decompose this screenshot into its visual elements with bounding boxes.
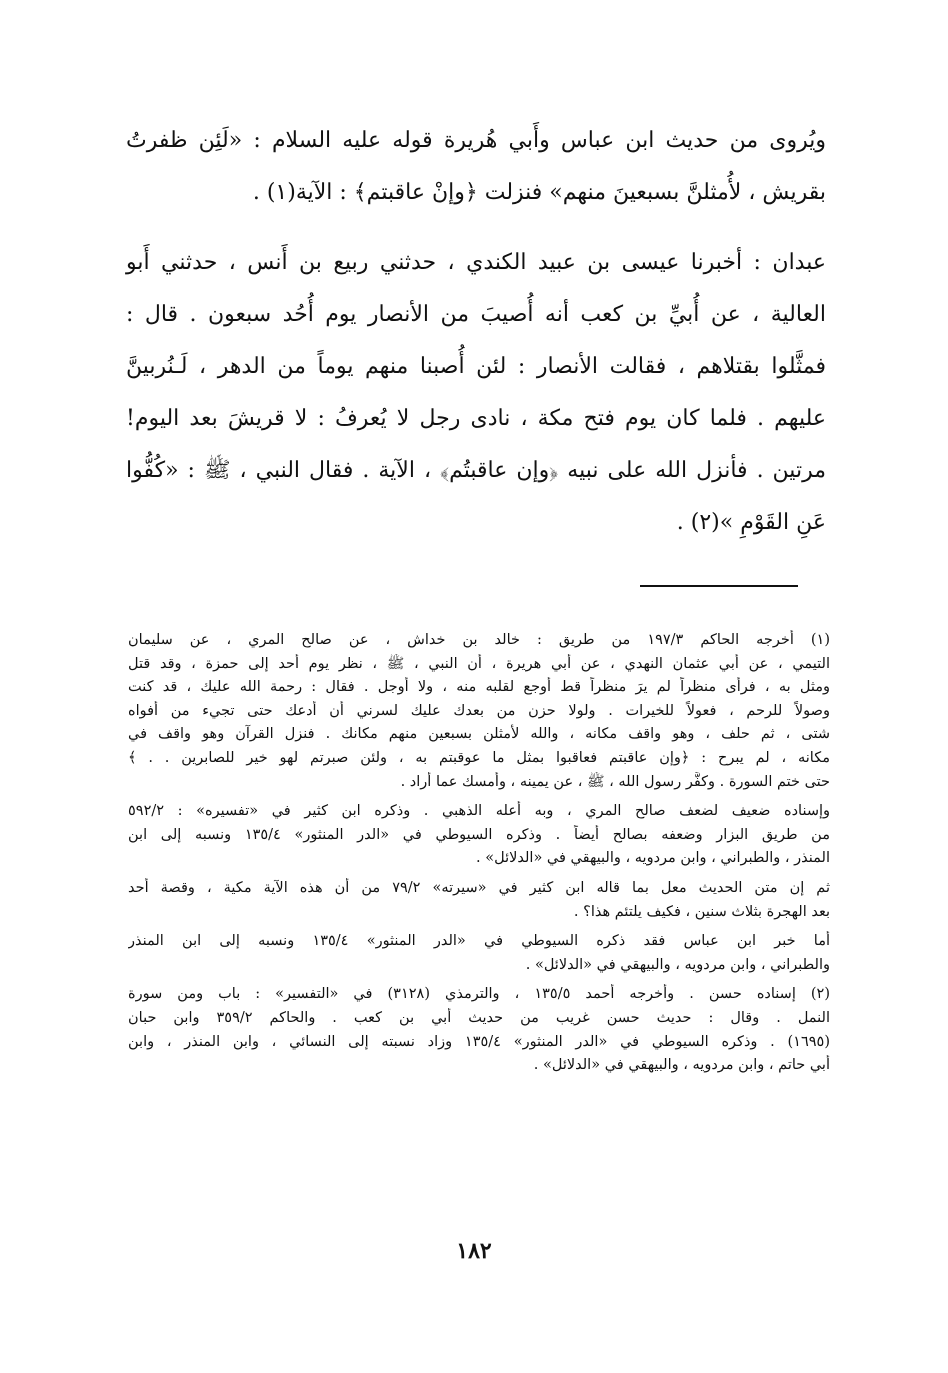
footnote-line: بعد الهجرة بثلاث سنين ، فكيف يلتئم هذا؟ . (573, 903, 830, 920)
footnote-line: ثم إن متن الحديث معل بما قاله ابن كثير في «سيرته» ٧٩/٢ من أن هذه الآية مكية ، وقصة أحد (128, 879, 830, 896)
footnote-1 (128, 630, 830, 795)
footnote-line: أما خبر ابن عباس فقد ذكره السيوطي في «الدر المنثور» ١٣٥/٤ ونسبه إلى ابن المنذر (128, 933, 830, 950)
footnote-line: من طريق البزار وضعفه بصالح أيضاً . وذكره السيوطي في «الدر المنثور» ١٣٥/٤ ونسبه إلى ابن (128, 826, 830, 843)
footnote-line: مكانه ، لم يبرح : ﴿وإن عاقبتم فعاقبوا بمثل ما عوقبتم به ، ولئن صبرتم لهو خير للصابرين . . ﴾ (128, 749, 830, 766)
footnote-2 (128, 984, 830, 1078)
footnotes (128, 630, 830, 1079)
paragraph (126, 250, 826, 562)
footnote-line: وصولاً للرحم ، فعولاً للخيرات . ولولا حزن من بعدك عليك لسرني أن أدعك حتى تجيء من أفواه (128, 702, 830, 719)
text-line: العالية ، عن أُبيِّ بن كعب أنه أُصيبَ من الأنصار يوم أُحُد سبعون . قال : (126, 302, 826, 327)
text-line: عَنِ القَوْمِ »(٢) . (676, 510, 826, 535)
footnote-line: حتى ختم السورة . وكفَّر رسول الله ، ﷺ ، عن يمينه ، وأمسك عما أراد . (400, 773, 830, 790)
footnote-line: (١) أخرجه الحاكم ١٩٧/٣ من طريق : خالد بن خداش ، عن صالح المري ، عن سليمان (128, 632, 830, 648)
footnote-line: التيمي ، عن أبي عثمان النهدي ، عن أبي هريرة ، أن النبي ، ﷺ ، نظر يوم أحد إلى حمزة ، وقد قتل (128, 655, 830, 672)
footnote-line: النمل . وقال : حديث حسن غريب من حديث أبي بن كعب . والحاكم ٣٥٩/٢ وابن حبان (128, 1009, 830, 1026)
text-line: ويُروى من حديث ابن عباس وأَبي هُريرة قوله عليه السلام : «لَئِن ظفرتُ (126, 128, 826, 153)
footnote-line: (١٦٩٥) . وذكره السيوطي في «الدر المنثور» ١٣٥/٤ وزاد نسبته إلى النسائي ، وابن المنذر ، وابن (128, 1033, 830, 1050)
footnote-line: ومثل به ، فرأى منظراً لم يرَ منظراً قط أوجع لقلبه منه ، ولا أوجل . فقال : رحمة الله عليك ، قد كنت (128, 679, 830, 696)
footnote-line: المنذر ، والطبراني ، وابن مردويه ، والبيهقي في «الدلائل» . (476, 850, 830, 867)
footnote-1-ibn-abbas (128, 931, 830, 978)
text-line: مرتين . فأنزل الله على نبيه ﴿وإن عاقبتُم﴾ ، الآية . فقال النبي ، ﷺ : «كُفُّوا (126, 458, 826, 483)
footnote-line: (٢) إسناده حسن . وأخرجه أحمد ١٣٥/٥ ، والترمذي (٣١٢٨) في «التفسير» : باب ومن سورة (128, 986, 830, 1003)
text-line: عبدان : أخبرنا عيسى بن عبيد الكندي ، حدثني ربيع بن أَنس ، حدثني أَبو (126, 250, 826, 275)
text-line: بقريش ، لأُمثلنَّ بسبعينَ منهم» فنزلت ﴿وإنْ عاقبتم﴾ : الآية(١) . (252, 180, 826, 205)
footnote-line: شتى ، ثم حلف ، وهو واقف مكانه ، والله لأمثلن بسبعين منهم مكانك . فنزل القرآن وهو واقف في (128, 726, 830, 743)
footnote-1-critique (128, 878, 830, 925)
page-number: ١٨٢ (456, 1238, 492, 1264)
footnote-1-commentary (128, 801, 830, 872)
text-line: فمثَّلوا بقتلاهم ، فقالت الأنصار : لئن أُصبنا منهم يوماً من الدهر ، لَـنُربينَّ (126, 354, 826, 379)
footnote-separator (640, 585, 798, 587)
main-text (126, 128, 826, 562)
paragraph (126, 128, 826, 232)
text-line: عليهم . فلما كان يوم فتح مكة ، نادى رجل لا يُعرفُ : لا قريشَ بعد اليوم! (126, 406, 826, 431)
footnote-line: والطبراني ، وابن مردويه ، والبيهقي في «الدلائل» . (525, 956, 830, 973)
footnote-line: وإسناده ضعيف لضعف صالح المري ، وبه أعله الذهبي . وذكره ابن كثير في «تفسيره» : ٥٩٢/٢ (128, 803, 830, 820)
footnote-line: أبي حاتم ، وابن مردويه ، والبيهقي في «الدلائل» . (533, 1057, 830, 1074)
